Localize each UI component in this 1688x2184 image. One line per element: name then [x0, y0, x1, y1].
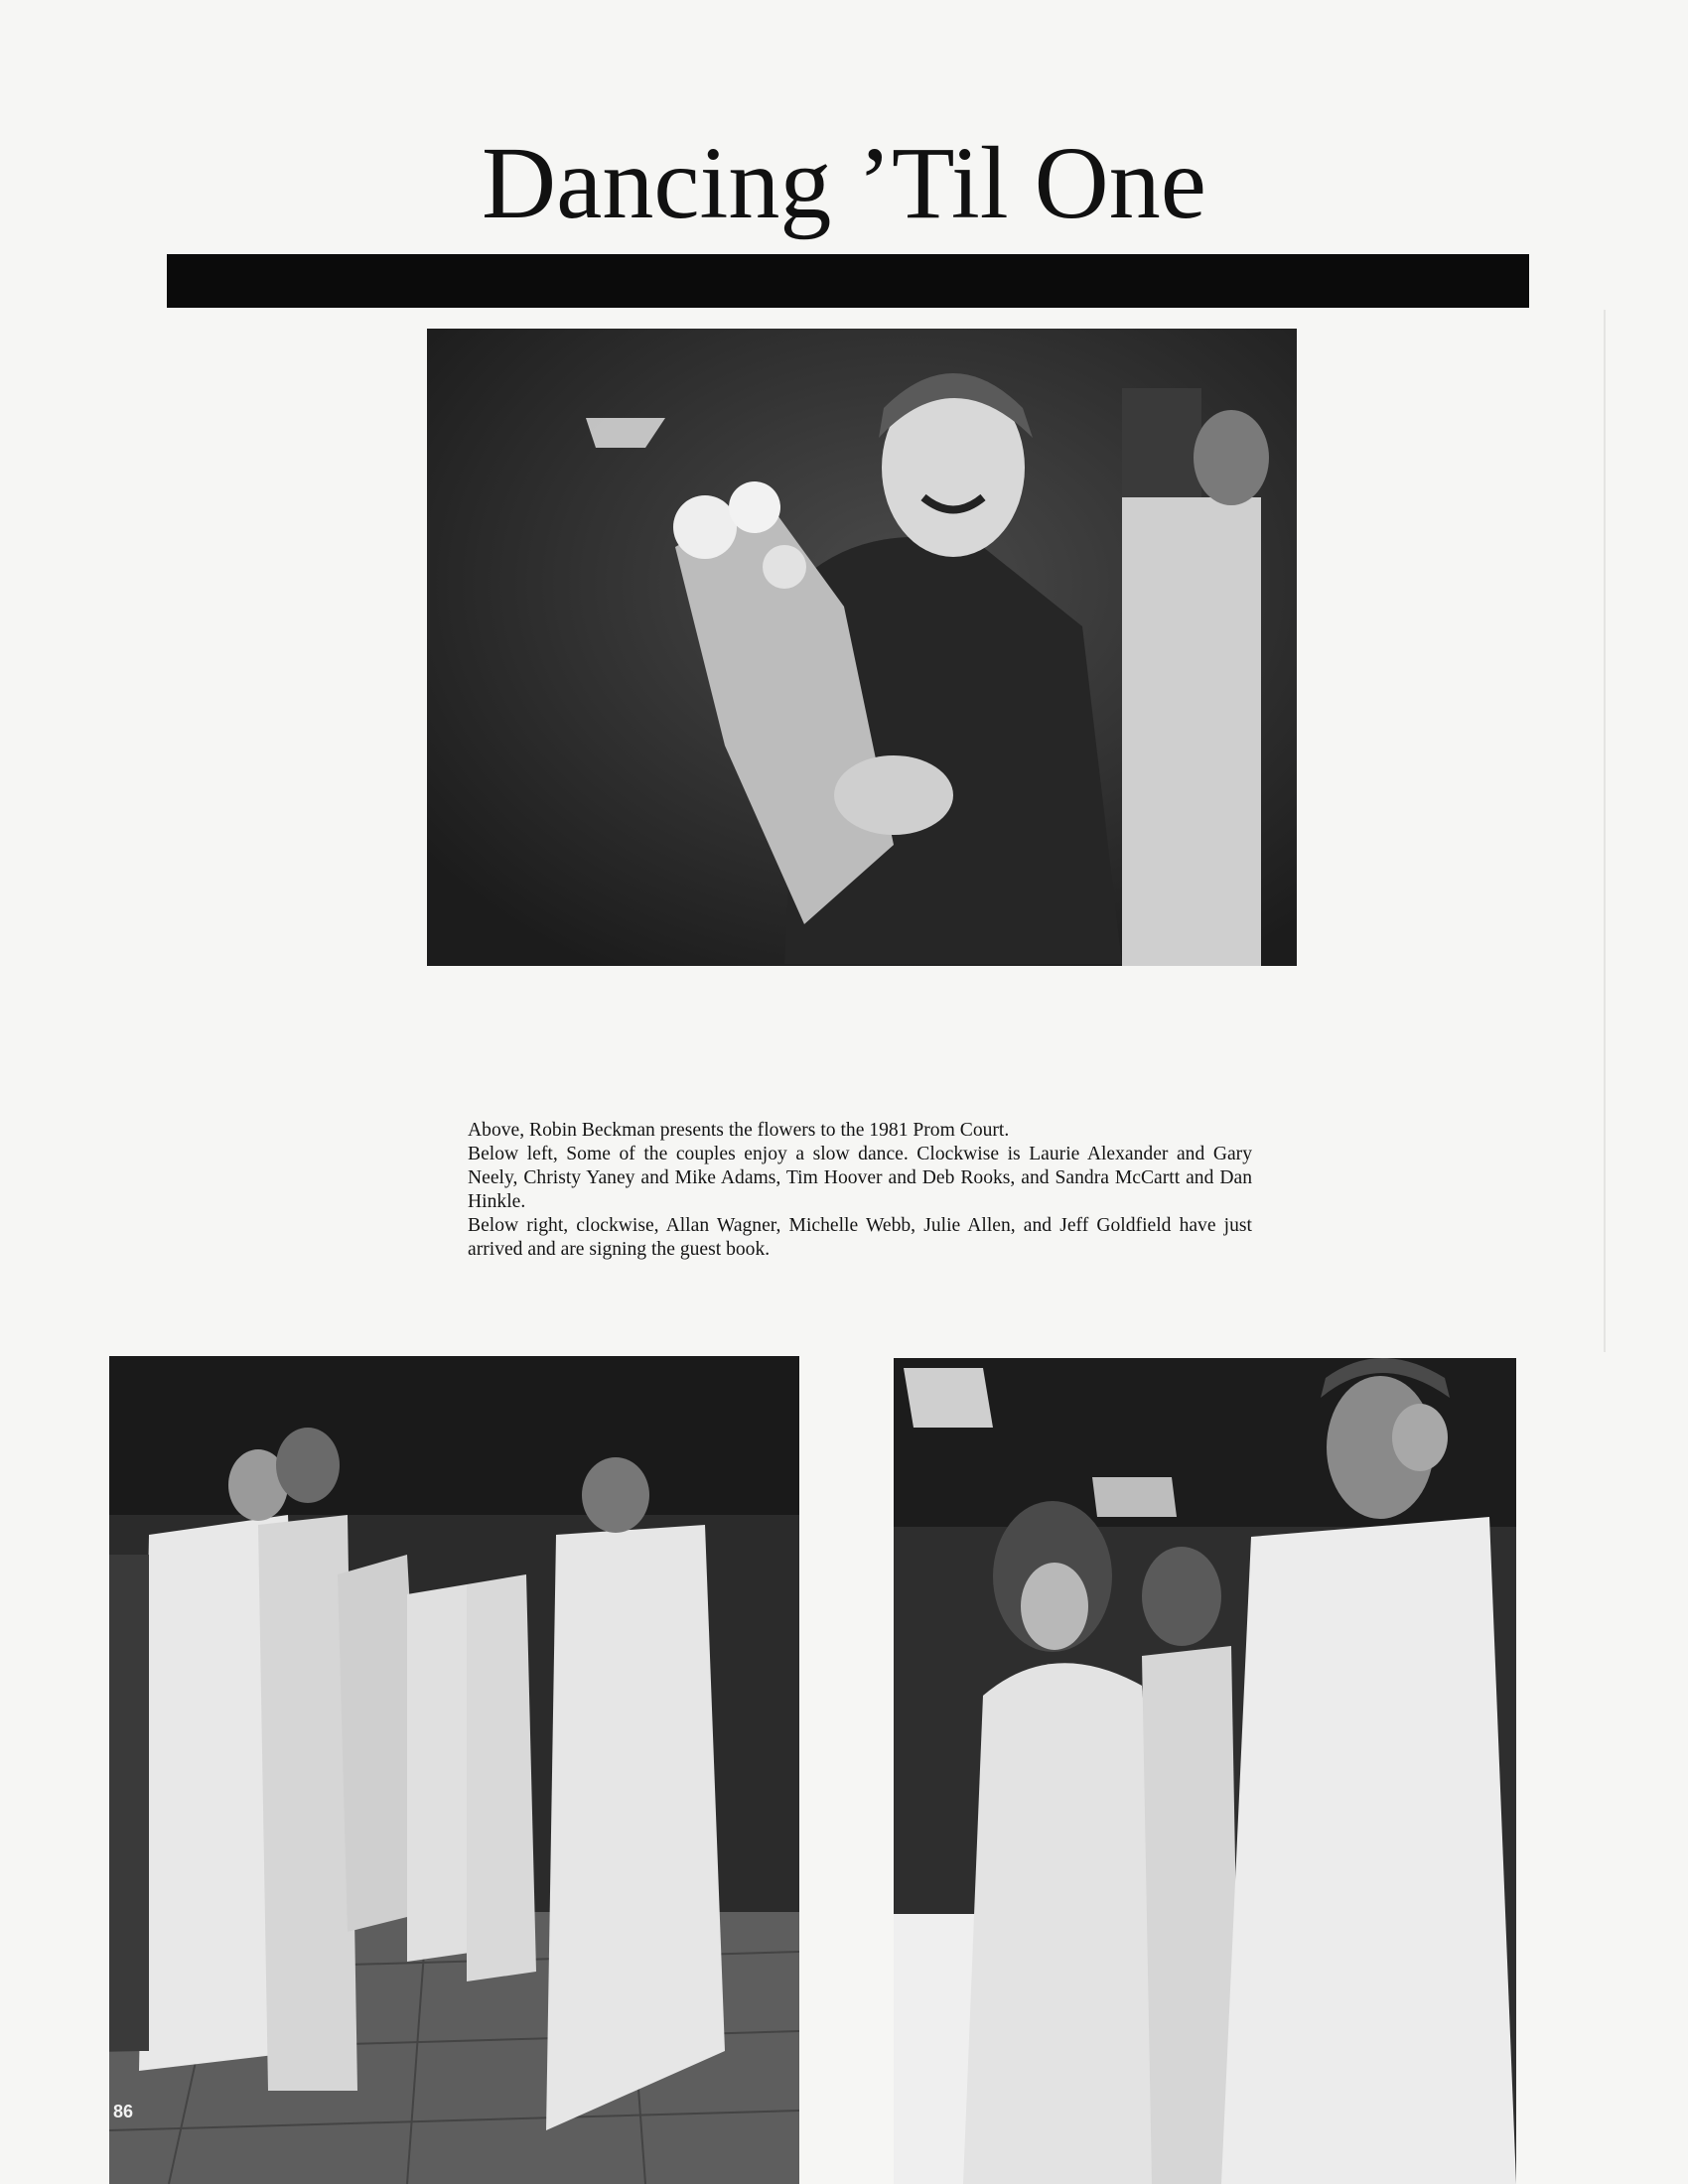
photo-slow-dance [109, 1356, 799, 2184]
caption-above: Above, Robin Beckman presents the flowers to the 1981 Prom Court. [468, 1120, 1010, 1141]
page-title: Dancing ’Til One [482, 126, 1206, 240]
caption-below-right: Below right, clockwise, Allan Wagner, Michelle Webb, Julie Allen, and Jeff Goldfield have just arrived and are signing the guest book. [468, 1215, 1252, 1260]
title-rule-bar [167, 254, 1529, 308]
page-edge-rule [1604, 310, 1606, 1352]
photo-flowers-presentation [427, 329, 1297, 966]
photo-guest-book-arrival [894, 1358, 1516, 2184]
photo-caption [468, 1119, 1252, 1262]
caption-below-left: Below left, Some of the couples enjoy a slow dance. Clockwise is Laurie Alexander and Gary Neely, Christy Yaney and Mike Adams, Tim Hoover and Deb Rooks, and Sandra McCartt and Dan Hinkle. [468, 1144, 1252, 1212]
page-number: 86 [113, 2102, 134, 2121]
